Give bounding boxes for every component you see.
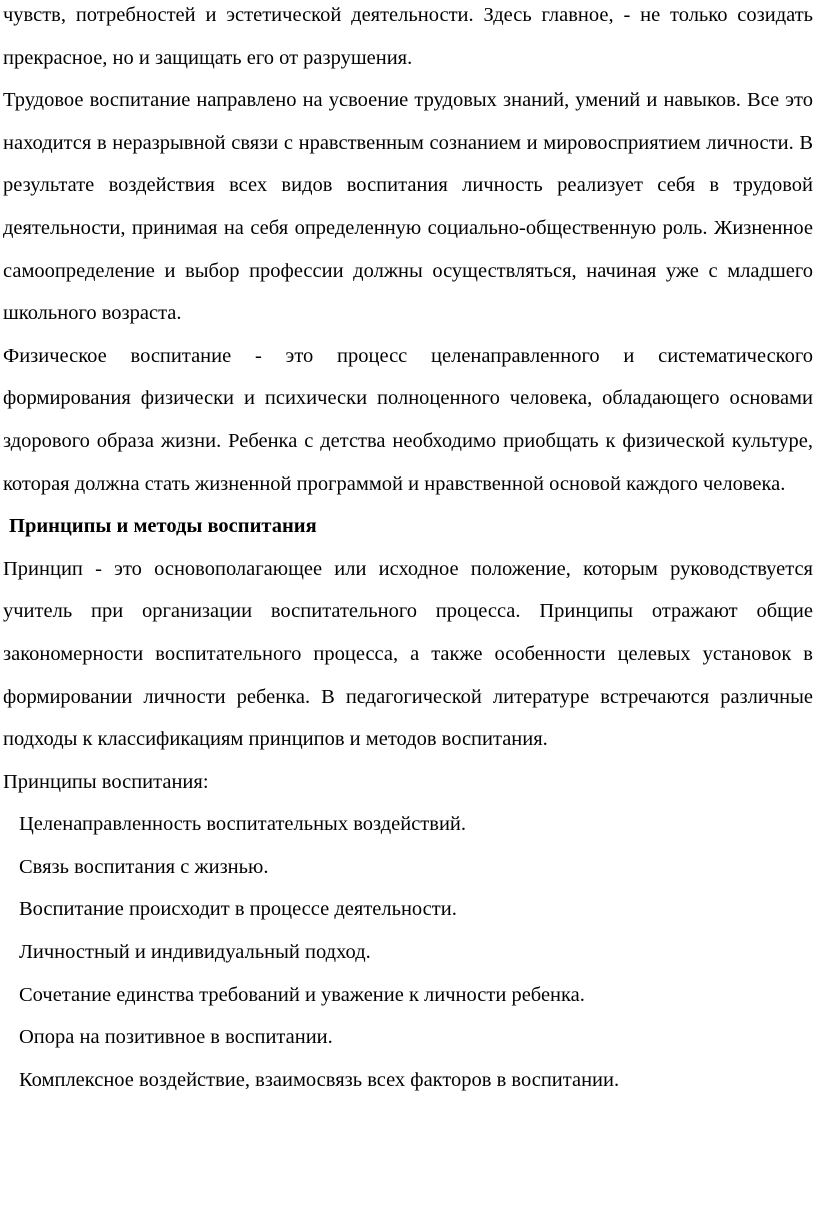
list-item: Воспитание происходит в процессе деятельности. [19,898,457,921]
principles-list [3,803,813,1101]
paragraph-principle-definition: Принцип - это основополагающее или исходное положение, которым руководствуется учитель при организации воспитательного процесса. Принципы отражают общие закономерности воспитательного процесса, а также особенности целевых установок в формировании личности ребенка. В педагогической литературе встречаются различные подходы к классификациям принципов и методов воспитания. [3,557,813,751]
section-heading: Принципы и методы воспитания [9,515,317,538]
list-item: Личностный и индивидуальный подход. [19,941,371,964]
principles-list-intro: Принципы воспитания: [3,770,209,793]
paragraph-labor-education: Трудовое воспитание направлено на усвоение трудовых знаний, умений и навыков. Все это находится в неразрывной связи с нравственным сознанием и мировосприятием личности. В результате воздействия всех видов воспитания личность реализует себя в трудовой деятельности, принимая на себя определенную социально-общественную роль. Жизненное самоопределение и выбор профессии должны осуществляться, начиная уже с младшего школьного возраста. [3,89,813,325]
paragraph-physical-education: Физическое воспитание - это процесс целенаправленного и систематического формирования физически и психически полноценного человека, обладающего основами здорового образа жизни. Ребенка с детства необходимо приобщать к физической культуре, которая должна стать жизненной программой и нравственной основой каждого человека. [3,344,813,495]
paragraph-aesthetic-end: чувств, потребностей и эстетической деятельности. Здесь главное, - не только созидать прекрасное, но и защищать его от разрушения. [3,4,813,69]
list-item: Опора на позитивное в воспитании. [19,1026,333,1049]
list-item: Комплексное воздействие, взаимосвязь всех факторов в воспитании. [19,1068,620,1091]
list-item: Целенаправленность воспитательных воздействий. [19,813,467,836]
list-item: Сочетание единства требований и уважение к личности ребенка. [19,983,585,1006]
document-body [3,0,813,1101]
list-item: Связь воспитания с жизнью. [19,855,269,878]
